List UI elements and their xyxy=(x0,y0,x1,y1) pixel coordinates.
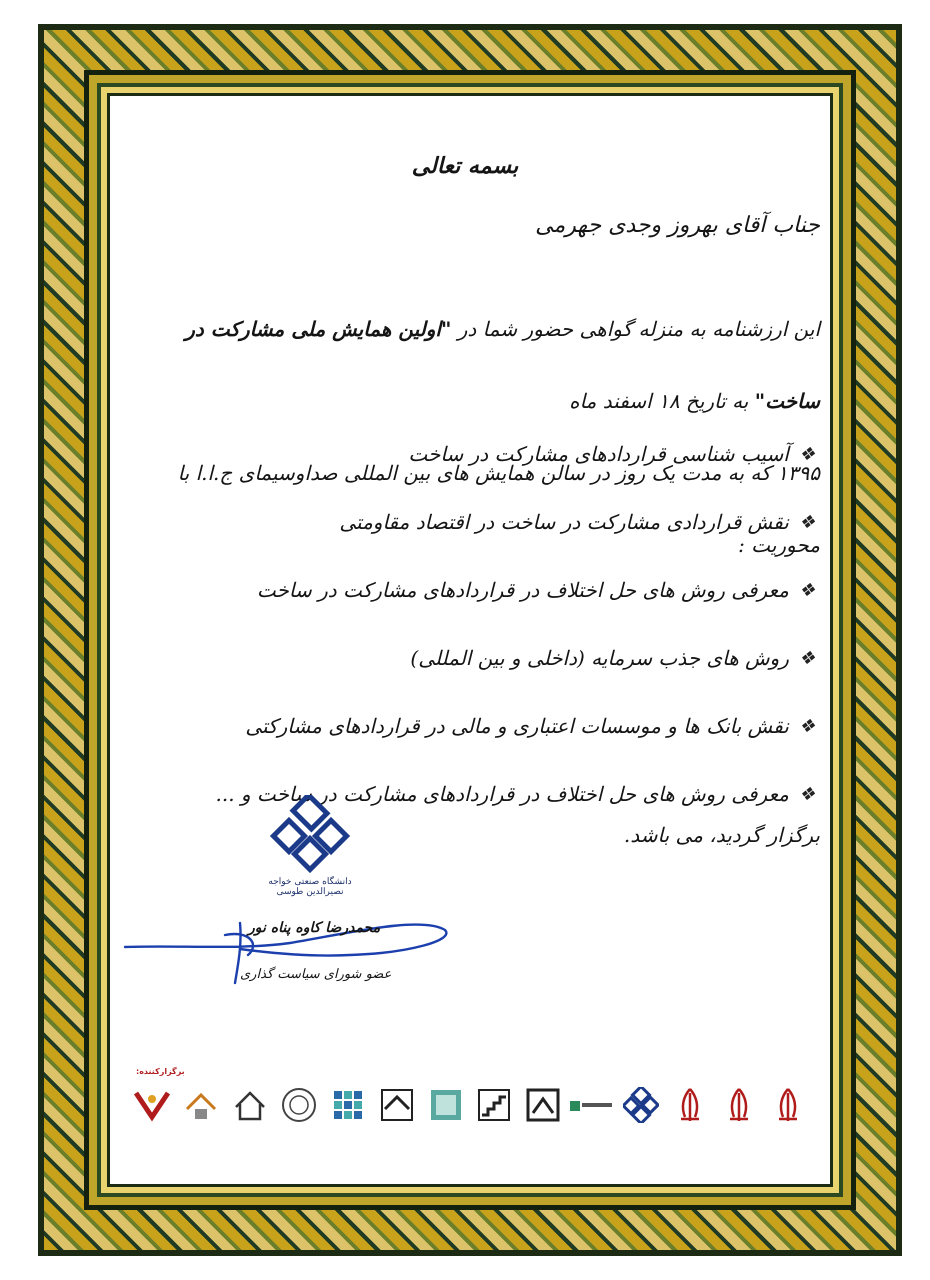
university-emblem-icon xyxy=(270,795,350,875)
organizer-caption: برگزارکننده: xyxy=(136,1067,185,1076)
stairs-logo-icon xyxy=(472,1083,516,1127)
iran-emblem-icon xyxy=(717,1083,761,1127)
bullet-icon: ❖ xyxy=(798,579,815,601)
topic-item xyxy=(115,760,815,828)
bullet-icon: ❖ xyxy=(798,783,815,805)
iran-emblem-icon xyxy=(766,1083,810,1127)
signer-name: محمدرضا کاوه پناه نور xyxy=(248,920,381,936)
round-seal-logo-icon xyxy=(277,1083,321,1127)
organizer-logo-icon xyxy=(130,1083,174,1127)
body-line1-suffix: به تاریخ ۱۸ اسفند ماه xyxy=(569,389,755,413)
topic-text: معرفی روش های حل اختلاف در قراردادهای مشارکت در ساخت xyxy=(256,578,789,602)
sponsor-wordmark-icon xyxy=(570,1083,614,1127)
certificate-content xyxy=(100,95,830,1185)
roof-logo-icon xyxy=(375,1083,419,1127)
topic-item xyxy=(115,556,815,624)
closing-line: برگزار گردید، می باشد. xyxy=(623,823,820,847)
signer-role: عضو شورای سیاست گذاری xyxy=(240,967,392,982)
bullet-icon: ❖ xyxy=(798,443,815,465)
topic-text: آسیب شناسی قراردادهای مشارکت در ساخت xyxy=(408,442,789,466)
mosaic-logo-icon xyxy=(326,1083,370,1127)
topic-item xyxy=(115,692,815,760)
university-small-logo-icon xyxy=(619,1083,663,1127)
gradient-square-logo-icon xyxy=(424,1083,468,1127)
topic-item xyxy=(115,488,815,556)
building-logo-icon xyxy=(521,1083,565,1127)
topic-list xyxy=(115,420,815,828)
topic-text: نقش قراردادی مشارکت در ساخت در اقتصاد مقاومتی xyxy=(339,510,789,534)
event-name: "اولین همایش ملی مشارکت در ساخت" xyxy=(185,317,820,413)
topic-text: روش های جذب سرمایه (داخلی و بین المللی) xyxy=(410,646,789,670)
house-outline-logo-icon xyxy=(228,1083,272,1127)
university-name: دانشگاه صنعتی خواجه نصیرالدین طوسی xyxy=(268,877,352,897)
house-roof-logo-icon xyxy=(179,1083,223,1127)
recipient-line: جناب آقای بهروز وجدی جهرمی xyxy=(535,213,820,238)
topic-text: معرفی روش های حل اختلاف در قراردادهای مشارکت در ساخت و ... xyxy=(215,782,789,806)
body-line1-prefix: این ارزشنامه به منزله گواهی حضور شما در xyxy=(451,317,820,341)
sponsor-logos xyxy=(130,1075,810,1135)
bullet-icon: ❖ xyxy=(798,511,815,533)
university-logo xyxy=(250,795,370,897)
topic-text: نقش بانک ها و موسسات اعتباری و مالی در قراردادهای مشارکتی xyxy=(245,714,789,738)
iran-emblem-icon xyxy=(668,1083,712,1127)
body-line2: ۱۳۹۵ که به مدت یک روز در سالن همایش های بین المللی صداوسیمای ج.ا.ا با محوریت : xyxy=(177,461,820,557)
bullet-icon: ❖ xyxy=(798,647,815,669)
topic-item xyxy=(115,624,815,692)
bullet-icon: ❖ xyxy=(798,715,815,737)
topic-item xyxy=(115,420,815,488)
heading: بسمه تعالی xyxy=(411,153,519,179)
